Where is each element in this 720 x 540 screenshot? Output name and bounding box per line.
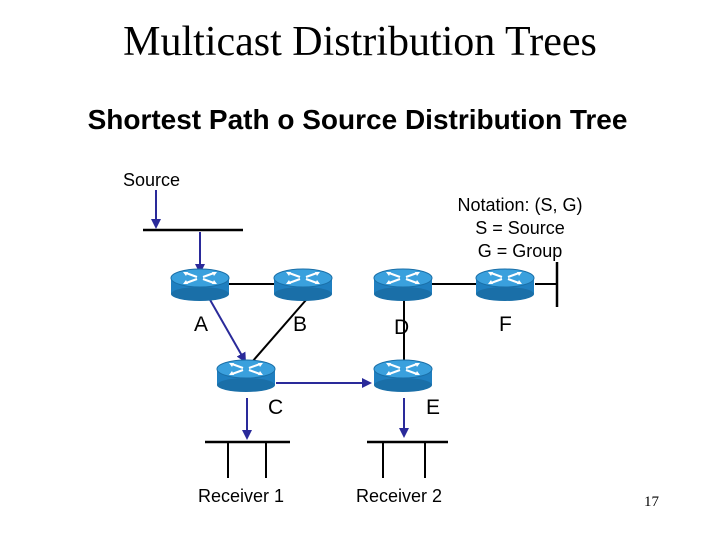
slide-title: Multicast Distribution Trees [123, 19, 597, 65]
router-a-label: A [194, 313, 209, 336]
notation-line-1: Notation: (S, G) [457, 195, 583, 215]
router-e-icon [374, 360, 432, 392]
router-a-icon [171, 269, 229, 301]
router-b-icon [274, 269, 332, 301]
router-c-label: C [268, 396, 284, 419]
notation-box [420, 194, 620, 263]
router-d-label: D [394, 316, 410, 339]
page-number: 17 [644, 494, 659, 510]
router-e-label: E [426, 396, 441, 419]
receiver-2-label: Receiver 2 [356, 486, 443, 506]
notation-line-3: G = Group [477, 241, 563, 261]
receiver-1-label: Receiver 1 [198, 486, 285, 506]
router-b-label: B [293, 313, 308, 336]
source-label: Source [123, 170, 181, 190]
path-a-to-c [209, 298, 245, 361]
router-f-icon [476, 269, 534, 301]
slide-subtitle: Shortest Path o Source Distribution Tree [87, 104, 628, 135]
notation-line-2: S = Source [475, 218, 565, 238]
router-d-icon [374, 269, 432, 301]
router-c-icon [217, 360, 275, 392]
router-f-label: F [499, 313, 512, 336]
